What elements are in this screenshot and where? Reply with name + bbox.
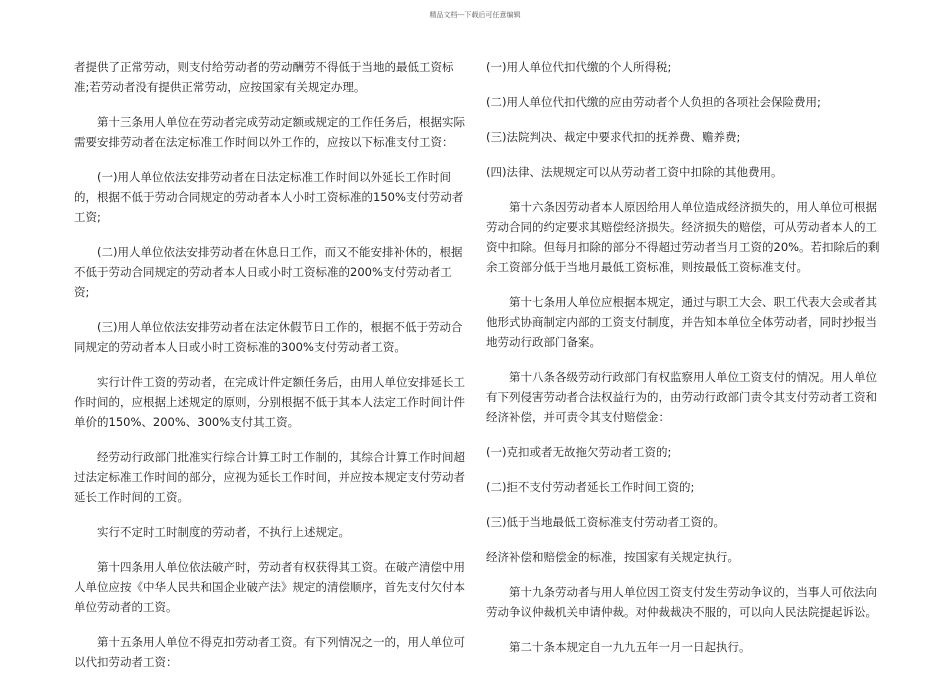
paragraph: (四)法律、法规规定可以从劳动者工资中扣除的其他费用。	[486, 165, 783, 179]
paragraph: 第十五条用人单位不得克扣劳动者工资。有下列情况之一的，用人单位可以代扣劳动者工资：	[74, 635, 465, 669]
paragraph: 第十九条劳动者与用人单位因工资支付发生劳动争议的，当事人可依法向劳动争议仲裁机关申请仲裁。对仲裁裁决不服的，可以向人民法院提起诉讼。	[486, 585, 877, 619]
paragraph: (三)低于当地最低工资标准支付劳动者工资的。	[486, 515, 725, 529]
paragraph: (二)用人单位依法安排劳动者在休息日工作，而又不能安排补休的，根据不低于劳动合同规定的劳动者本人日或小时工资标准的200%支付劳动者工资;	[74, 245, 463, 299]
paragraph: 第十七条用人单位应根据本规定，通过与职工大会、职工代表大会或者其他形式协商制定内部的工资支付制度，并告知本单位全体劳动者，同时抄报当地劳动行政部门备案。	[486, 295, 877, 349]
paragraph: (二)用人单位代扣代缴的应由劳动者个人负担的各项社会保险费用;	[486, 95, 821, 109]
paragraph: 实行计件工资的劳动者，在完成计件定额任务后，由用人单位安排延长工作时间的，应根据上述规定的原则，分别根据不低于其本人法定工作时间计件单价的150%、200%、300%支付其工资。	[74, 375, 465, 429]
paragraph: 经劳动行政部门批准实行综合计算工时工作制的，其综合计算工作时间超过法定标准工作时间的部分，应视为延长工作时间，并应按本规定支付劳动者延长工作时间的工资。	[74, 450, 465, 504]
paragraph: 第十三条用人单位在劳动者完成劳动定额或规定的工作任务后，根据实际需要安排劳动者在法定标准工作时间以外工作的，应按以下标准支付工资：	[74, 115, 465, 149]
paragraph: 者提供了正常劳动，则支付给劳动者的劳动酬劳不得低于当地的最低工资标准;若劳动者没有提供正常劳动，应按国家有关规定办理。	[74, 60, 454, 94]
paragraph: (三)用人单位依法安排劳动者在法定休假节日工作的，根据不低于劳动合同规定的劳动者本人日或小时工资标准的300%支付劳动者工资。	[74, 320, 463, 354]
paragraph: (一)用人单位依法安排劳动者在日法定标准工作时间以外延长工作时间的，根据不低于劳动合同规定的劳动者本人小时工资标准的150%支付劳动者工资;	[74, 170, 464, 224]
paragraph: 第十六条因劳动者本人原因给用人单位造成经济损失的，用人单位可根据劳动合同的约定要求其赔偿经济损失。经济损失的赔偿，可从劳动者本人的工资中扣除。但每月扣除的部分不得超过劳动者当月工资的20%。若扣除后的剩余工资部分低于当地月最低工资标准，则按最低工资标准支付。	[486, 200, 880, 274]
paragraph: (三)法院判决、裁定中要求代扣的抚养费、赡养费;	[486, 130, 741, 144]
paragraph: (二)拒不支付劳动者延长工作时间工资的;	[486, 480, 695, 494]
left-column	[74, 57, 466, 687]
paragraph: 第十四条用人单位依法破产时，劳动者有权获得其工资。在破产清偿中用人单位应按《中华人民共和国企业破产法》规定的清偿顺序，首先支付欠付本单位劳动者的工资。	[74, 560, 465, 614]
paragraph: 第十八条各级劳动行政部门有权监察用人单位工资支付的情况。用人单位有下列侵害劳动者合法权益行为的，由劳动行政部门责令其支付劳动者工资和经济补偿，并可责令其支付赔偿金：	[486, 370, 877, 424]
paragraph: (一)用人单位代扣代缴的个人所得税;	[486, 60, 672, 74]
paragraph: (一)克扣或者无故拖欠劳动者工资的;	[486, 445, 672, 459]
paragraph: 实行不定时工时制度的劳动者，不执行上述规定。	[97, 525, 350, 539]
page-header: 精品文档---下载后可任意编辑	[429, 11, 521, 19]
paragraph: 经济补偿和赔偿金的标准，按国家有关规定执行。	[486, 550, 739, 564]
paragraph: 第二十条本规定自一九九五年一月一日起执行。	[509, 640, 751, 654]
right-column	[486, 57, 880, 672]
